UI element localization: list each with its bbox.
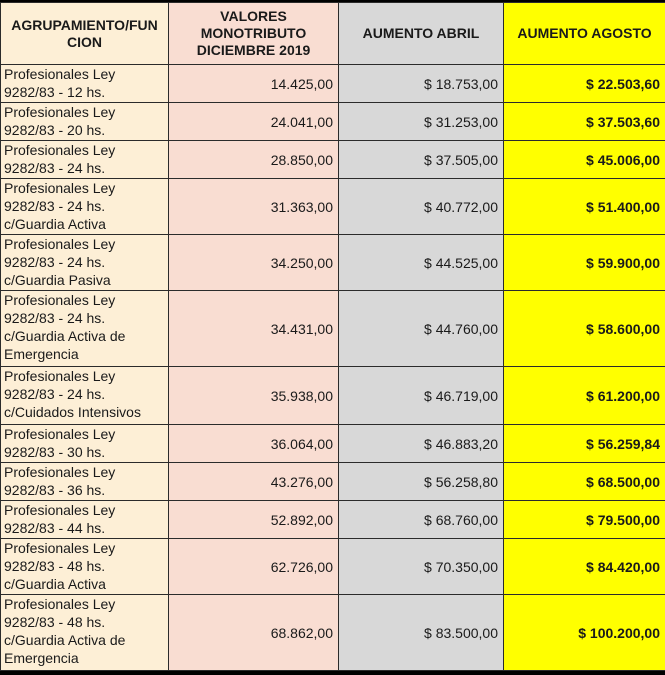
value-aumento-agosto: $ 37.503,60 [504, 103, 665, 141]
table-row [1, 141, 665, 179]
value-aumento-abril: $ 46.883,20 [339, 425, 504, 463]
value-aumento-agosto: $ 45.006,00 [504, 141, 665, 179]
value-diciembre: 62.726,00 [169, 539, 339, 595]
row-label [1, 539, 169, 595]
table-body [1, 65, 665, 671]
value-diciembre: 36.064,00 [169, 425, 339, 463]
value-diciembre: 34.431,00 [169, 291, 339, 367]
table-row [1, 463, 665, 501]
value-aumento-abril: $ 44.525,00 [339, 235, 504, 291]
header-aumento-abril: AUMENTO ABRIL [339, 3, 504, 65]
table-row [1, 425, 665, 463]
row-label-line: c/Guardia Activa de [4, 632, 126, 648]
table-row [1, 539, 665, 595]
row-label [1, 103, 169, 141]
row-label-line: c/Guardia Activa [4, 576, 106, 592]
value-aumento-agosto: $ 100.200,00 [504, 595, 665, 671]
value-diciembre: 52.892,00 [169, 501, 339, 539]
row-label [1, 425, 169, 463]
value-aumento-agosto: $ 84.420,00 [504, 539, 665, 595]
bottom-border [0, 671, 665, 675]
value-aumento-abril: $ 44.760,00 [339, 291, 504, 367]
row-label-line: Emergencia [4, 650, 79, 666]
row-label-line: Profesionales Ley [4, 540, 116, 556]
value-aumento-agosto: $ 22.503,60 [504, 65, 665, 103]
row-label [1, 141, 169, 179]
header-aumento-agosto: AUMENTO AGOSTO [504, 3, 665, 65]
row-label-line: Profesionales Ley [4, 66, 116, 82]
row-label-line: 9282/83 - 12 hs. [4, 84, 106, 100]
value-diciembre: 43.276,00 [169, 463, 339, 501]
value-diciembre: 68.862,00 [169, 595, 339, 671]
row-label-line: Profesionales Ley [4, 142, 116, 158]
value-aumento-agosto: $ 58.600,00 [504, 291, 665, 367]
value-aumento-agosto: $ 79.500,00 [504, 501, 665, 539]
row-label-line: 9282/83 - 20 hs. [4, 122, 106, 138]
row-label-line: Profesionales Ley [4, 596, 116, 612]
row-label-line: Profesionales Ley [4, 464, 116, 480]
row-label-line: Profesionales Ley [4, 236, 116, 252]
row-label-line: 9282/83 - 24 hs. [4, 310, 106, 326]
row-label-line: 9282/83 - 36 hs. [4, 482, 106, 498]
row-label [1, 65, 169, 103]
row-label-line: Profesionales Ley [4, 104, 116, 120]
table-row [1, 501, 665, 539]
value-diciembre: 24.041,00 [169, 103, 339, 141]
row-label-line: 9282/83 - 44 hs. [4, 520, 106, 536]
row-label-line: c/Cuidados Intensivos [4, 404, 141, 420]
row-label-line: Emergencia [4, 346, 79, 362]
value-diciembre: 31.363,00 [169, 179, 339, 235]
salary-table [0, 2, 665, 671]
row-label-line: 9282/83 - 48 hs. [4, 614, 106, 630]
value-aumento-agosto: $ 61.200,00 [504, 367, 665, 425]
value-aumento-agosto: $ 51.400,00 [504, 179, 665, 235]
row-label [1, 367, 169, 425]
row-label-line: 9282/83 - 30 hs. [4, 444, 106, 460]
value-aumento-abril: $ 31.253,00 [339, 103, 504, 141]
value-diciembre: 14.425,00 [169, 65, 339, 103]
value-aumento-abril: $ 70.350,00 [339, 539, 504, 595]
value-aumento-abril: $ 83.500,00 [339, 595, 504, 671]
table-row [1, 235, 665, 291]
table-row [1, 65, 665, 103]
row-label-line: Profesionales Ley [4, 180, 116, 196]
row-label-line: c/Guardia Pasiva [4, 272, 111, 288]
row-label-line: 9282/83 - 24 hs. [4, 160, 106, 176]
value-aumento-abril: $ 18.753,00 [339, 65, 504, 103]
row-label [1, 179, 169, 235]
value-aumento-abril: $ 68.760,00 [339, 501, 504, 539]
row-label-line: 9282/83 - 24 hs. [4, 198, 106, 214]
value-aumento-abril: $ 37.505,00 [339, 141, 504, 179]
row-label-line: c/Guardia Activa de [4, 328, 126, 344]
row-label-line: 9282/83 - 24 hs. [4, 254, 106, 270]
value-diciembre: 28.850,00 [169, 141, 339, 179]
value-diciembre: 35.938,00 [169, 367, 339, 425]
table-row [1, 291, 665, 367]
row-label [1, 501, 169, 539]
row-label [1, 235, 169, 291]
value-aumento-abril: $ 46.719,00 [339, 367, 504, 425]
table-row [1, 595, 665, 671]
row-label-line: Profesionales Ley [4, 426, 116, 442]
row-label-line: Profesionales Ley [4, 502, 116, 518]
table-row [1, 179, 665, 235]
header-valores-diciembre: VALORES MONOTRIBUTO DICIEMBRE 2019 [169, 3, 339, 65]
value-diciembre: 34.250,00 [169, 235, 339, 291]
row-label-line: Profesionales Ley [4, 292, 116, 308]
row-label-line: 9282/83 - 24 hs. [4, 386, 106, 402]
row-label-line: Profesionales Ley [4, 368, 116, 384]
row-label-line: 9282/83 - 48 hs. [4, 558, 106, 574]
row-label [1, 595, 169, 671]
value-aumento-agosto: $ 56.259,84 [504, 425, 665, 463]
header-agrupamiento: AGRUPAMIENTO/FUN CION [1, 3, 169, 65]
row-label [1, 463, 169, 501]
table-row [1, 103, 665, 141]
value-aumento-abril: $ 40.772,00 [339, 179, 504, 235]
value-aumento-agosto: $ 68.500,00 [504, 463, 665, 501]
header-row [1, 3, 665, 65]
value-aumento-abril: $ 56.258,80 [339, 463, 504, 501]
value-aumento-agosto: $ 59.900,00 [504, 235, 665, 291]
salary-table-sheet [0, 2, 665, 671]
row-label [1, 291, 169, 367]
row-label-line: c/Guardia Activa [4, 216, 106, 232]
table-row [1, 367, 665, 425]
